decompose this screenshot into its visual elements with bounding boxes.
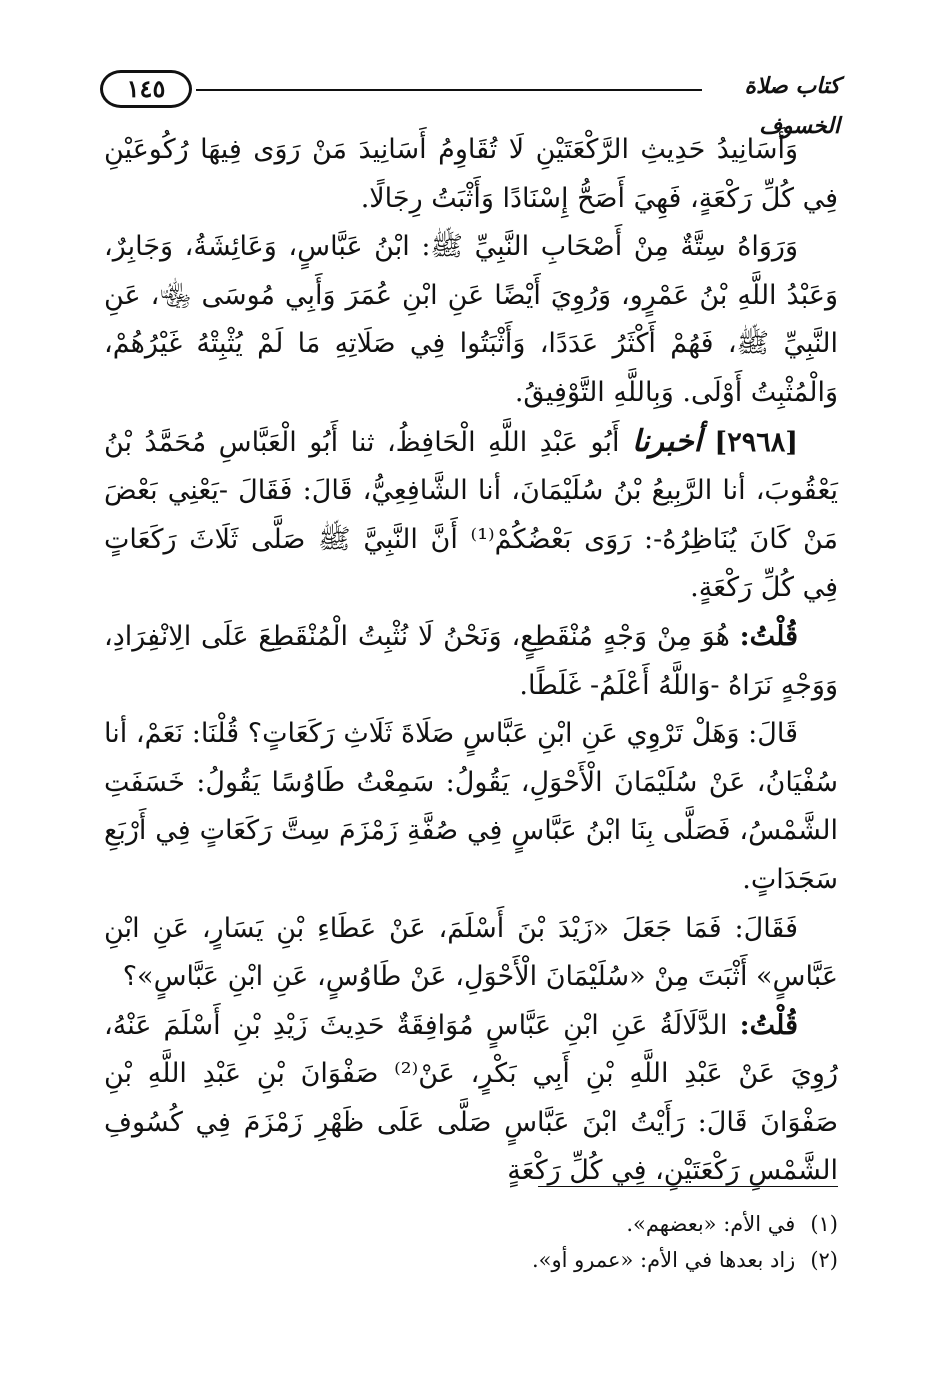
footnote-rule bbox=[538, 1186, 838, 1187]
paragraph-text: هُوَ مِنْ وَجْهٍ مُنْقَطِعٍ، وَنَحْنُ لَا نُثْبِتُ الْمُنْقَطِعَ عَلَى الِانْفِرَادِ، وَوَجْهٍ نَرَاهُ -وَاللَّهُ أَعْلَمُ- غَلَطًا. bbox=[104, 620, 838, 701]
paragraph-text: وَأَسَانِيدُ حَدِيثِ الرَّكْعَتَيْنِ لَا تُقَاوِمُ أَسَانِيدَ مَنْ رَوَى فِيهَا رُكُوعَيْنِ فِي كُلِّ رَكْعَةٍ، فَهِيَ أَصَحُّ إِسْنَادًا وَأَثْبَتُ رِجَالًا. bbox=[104, 134, 838, 214]
footnote-number: (١) bbox=[810, 1212, 838, 1236]
paragraph-text: وَرَوَاهُ سِتَّةٌ مِنْ أَصْحَابِ النَّبِيِّ ﷺ: ابْنُ عَبَّاسٍ، وَعَائِشَةُ، وَجَابِرٌ، وَعَبْدُ اللَّهِ بْنُ عَمْرٍو، وَرُوِيَ أَيْضًا عَنِ ابْنِ عُمَرَ وَأَبِي مُوسَى ﵄، عَنِ النَّبِيِّ ﷺ، فَهُمْ أَكْثَرُ عَدَدًا، وَأَثْبَتُوا فِي صَلَاتِهِ مَا لَمْ يُثْبِتْهُ غَيْرُهُمْ، وَالْمُثْبِتُ أَوْلَى. وَبِاللَّهِ التَّوْفِيقُ. bbox=[104, 231, 838, 408]
paragraph bbox=[104, 126, 838, 223]
paragraph bbox=[104, 1002, 838, 1196]
footnote bbox=[104, 1242, 838, 1278]
paragraph-text: أَبُو عَبْدِ اللَّهِ الْحَافِظُ، ثنا أَبُو الْعَبَّاسِ مُحَمَّدُ بْنُ يَعْقُوبَ، أنا الرَّبِيعُ بْنُ سُلَيْمَانَ، أنا الشَّافِعِيُّ، قَالَ: فَقَالَ -يَعْنِي بَعْضَ مَنْ كَانَ يُنَاظِرُهُ-: رَوَى بَعْضُكُمْ⁽¹⁾ أَنَّ النَّبِيَّ ﷺ صَلَّى ثَلَاثَ رَكَعَاتٍ فِي كُلِّ رَكْعَةٍ. bbox=[104, 426, 838, 604]
running-title: كتاب صلاة الخسوف bbox=[744, 73, 840, 139]
footnote-text: زاد بعدها في الأم: «عمرو أو». bbox=[531, 1248, 796, 1272]
footnote bbox=[104, 1206, 838, 1242]
footnote-text: في الأم: «بعضهم». bbox=[626, 1212, 796, 1236]
page-header bbox=[100, 62, 840, 139]
paragraph-lead: قُلْتُ: bbox=[739, 1009, 798, 1041]
footnotes bbox=[104, 1206, 838, 1278]
paragraph-text: فَقَالَ: فَمَا جَعَلَ «زَيْدَ بْنَ أَسْلَمَ، عَنْ عَطَاءِ بْنِ يَسَارٍ، عَنِ ابْنِ عَبَّاسٍ» أَثْبَتَ مِنْ «سُلَيْمَانَ الْأَحْوَلِ، عَنْ طَاوُسٍ، عَنِ ابْنِ عَبَّاسٍ»؟ bbox=[104, 912, 838, 993]
paragraph bbox=[104, 613, 838, 710]
hadith-paragraph bbox=[104, 418, 838, 613]
main-text bbox=[104, 126, 838, 1196]
paragraph-lead: قُلْتُ: bbox=[739, 620, 798, 652]
header-rule bbox=[196, 89, 702, 91]
paragraph-text: قَالَ: وَهَلْ تَرْوِي عَنِ ابْنِ عَبَّاسٍ صَلَاةَ ثَلَاثِ رَكَعَاتٍ؟ قُلْنَا: نَعَمْ، أنا سُفْيَانُ، عَنْ سُلَيْمَانَ الْأَحْوَلِ، يَقُولُ: سَمِعْتُ طَاوُسًا يَقُولُ: خَسَفَتِ الشَّمْسُ، فَصَلَّى بِنَا ابْنُ عَبَّاسٍ فِي صُفَّةِ زَمْزَمَ سِتَّ رَكَعَاتٍ فِي أَرْبَعِ سَجَدَاتٍ. bbox=[104, 718, 838, 895]
hadith-number: [٢٩٦٨] bbox=[714, 426, 798, 458]
footnote-number: (٢) bbox=[810, 1248, 838, 1272]
page-number: ١٤٥ bbox=[100, 70, 192, 108]
hadith-lead-word: أخبرنا bbox=[631, 423, 702, 459]
paragraph bbox=[104, 905, 838, 1002]
paragraph bbox=[104, 710, 838, 904]
paragraph bbox=[104, 223, 838, 417]
paragraph-text: الدَّلَالَةُ عَنِ ابْنِ عَبَّاسٍ مُوَافِقَةٌ حَدِيثَ زَيْدِ بْنِ أَسْلَمَ عَنْهُ، رُوِيَ عَنْ عَبْدِ اللَّهِ بْنِ أَبِي بَكْرٍ، عَنْ⁽²⁾ صَفْوَانَ بْنِ عَبْدِ اللَّهِ بْنِ صَفْوَانَ قَالَ: رَأَيْتُ ابْنَ عَبَّاسٍ صَلَّى عَلَى ظَهْرِ زَمْزَمَ فِي كُسُوفِ الشَّمْسِ رَكْعَتَيْنِ، فِي كُلِّ رَكْعَةٍ bbox=[104, 1009, 838, 1187]
